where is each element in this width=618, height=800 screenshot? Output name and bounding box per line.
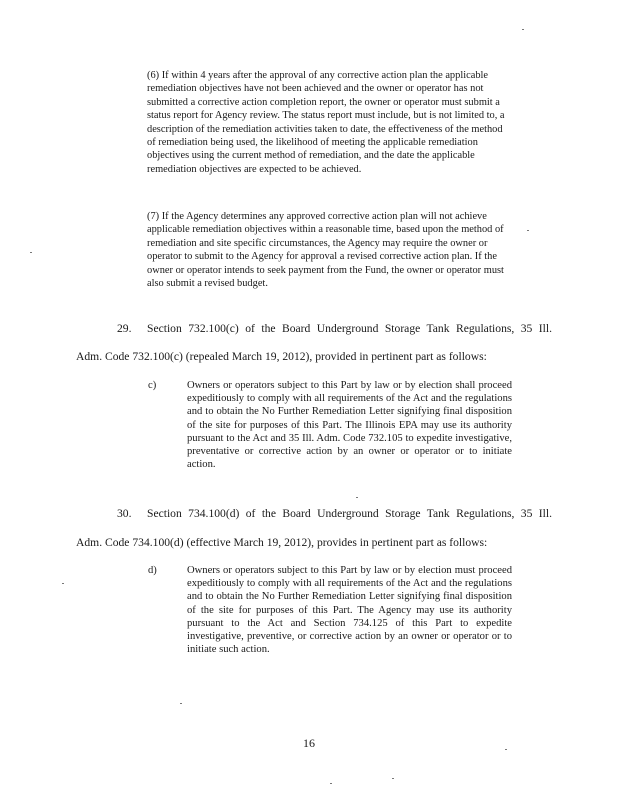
scan-speck [356,497,358,498]
scan-speck [330,783,332,784]
scan-speck [392,778,394,779]
scan-speck [505,749,507,750]
subsection-d-text: Owners or operators subject to this Part by law or by election must proceed expeditiously to comply with all requirements of the Act and the regulations and to obtain the No Further Remediation Letter signifying final disposition of the site for purposes of this Part. The Agency may use its authority pursuant to the Act and Section 734.125 of this Part to expedite investigative, preventive, or corrective action by an owner or operator or to initiate such action. [187,565,512,656]
subsection-c-text: Owners or operators subject to this Part by law or by election shall proceed expeditiously to comply with all requirements of the Act and the regulations and to obtain the No Further Remediation Letter signifying final disposition of the site for purposes of this Part. The Illinois EPA may use its authority pursuant to the Act and 35 Ill. Adm. Code 732.105 to expedite investigative, preventative or corrective action by an owner or operator or to initiate action. [187,380,512,471]
scan-speck [522,29,524,30]
scan-speck [527,230,529,231]
paragraph-30-continuation: Adm. Code 734.100(d) (effective March 19, 2012), provides in pertinent part as follows: [76,536,488,549]
quoted-paragraph-7: (7) If the Agency determines any approved corrective action plan will not achieve applicable remediation objectives within a reasonable time, based upon the method of remediation and site specific circumstances, the Agency may require the owner or operator to submit to the Agency for approval a revised corrective action plan. If the owner or operator intends to seek payment from the Fund, the owner or operator must also submit a revised budget. [147,211,504,290]
page-number: 16 [303,736,315,750]
scan-speck [62,583,64,584]
scan-speck [180,703,182,704]
subsection-d-letter: d) [148,565,157,576]
paragraph-30-lead: Section 734.100(d) of the Board Underground Storage Tank Regulations, 35 Ill. [147,507,552,520]
paragraph-29-continuation: Adm. Code 732.100(c) (repealed March 19, 2012), provided in pertinent part as follows: [76,350,487,363]
paragraph-29-number: 29. [117,322,132,335]
paragraph-30-number: 30. [117,507,132,520]
paragraph-29-lead: Section 732.100(c) of the Board Underground Storage Tank Regulations, 35 Ill. [147,322,552,335]
subsection-c-letter: c) [148,380,157,391]
quoted-paragraph-6: (6) If within 4 years after the approval of any corrective action plan the applicable remediation objectives have not been achieved and the owner or operator has not submitted a corrective action completion report, the owner or operator must submit a status report for Agency review. The status report must include, but is not limited to, a description of the remediation activities taken to date, the effectiveness of the method of remediation being used, the likelihood of meeting the applicable remediation objectives using the current method of remediation, and the date the applicable remediation objectives are expected to be achieved. [147,70,505,175]
scan-speck [30,252,32,253]
